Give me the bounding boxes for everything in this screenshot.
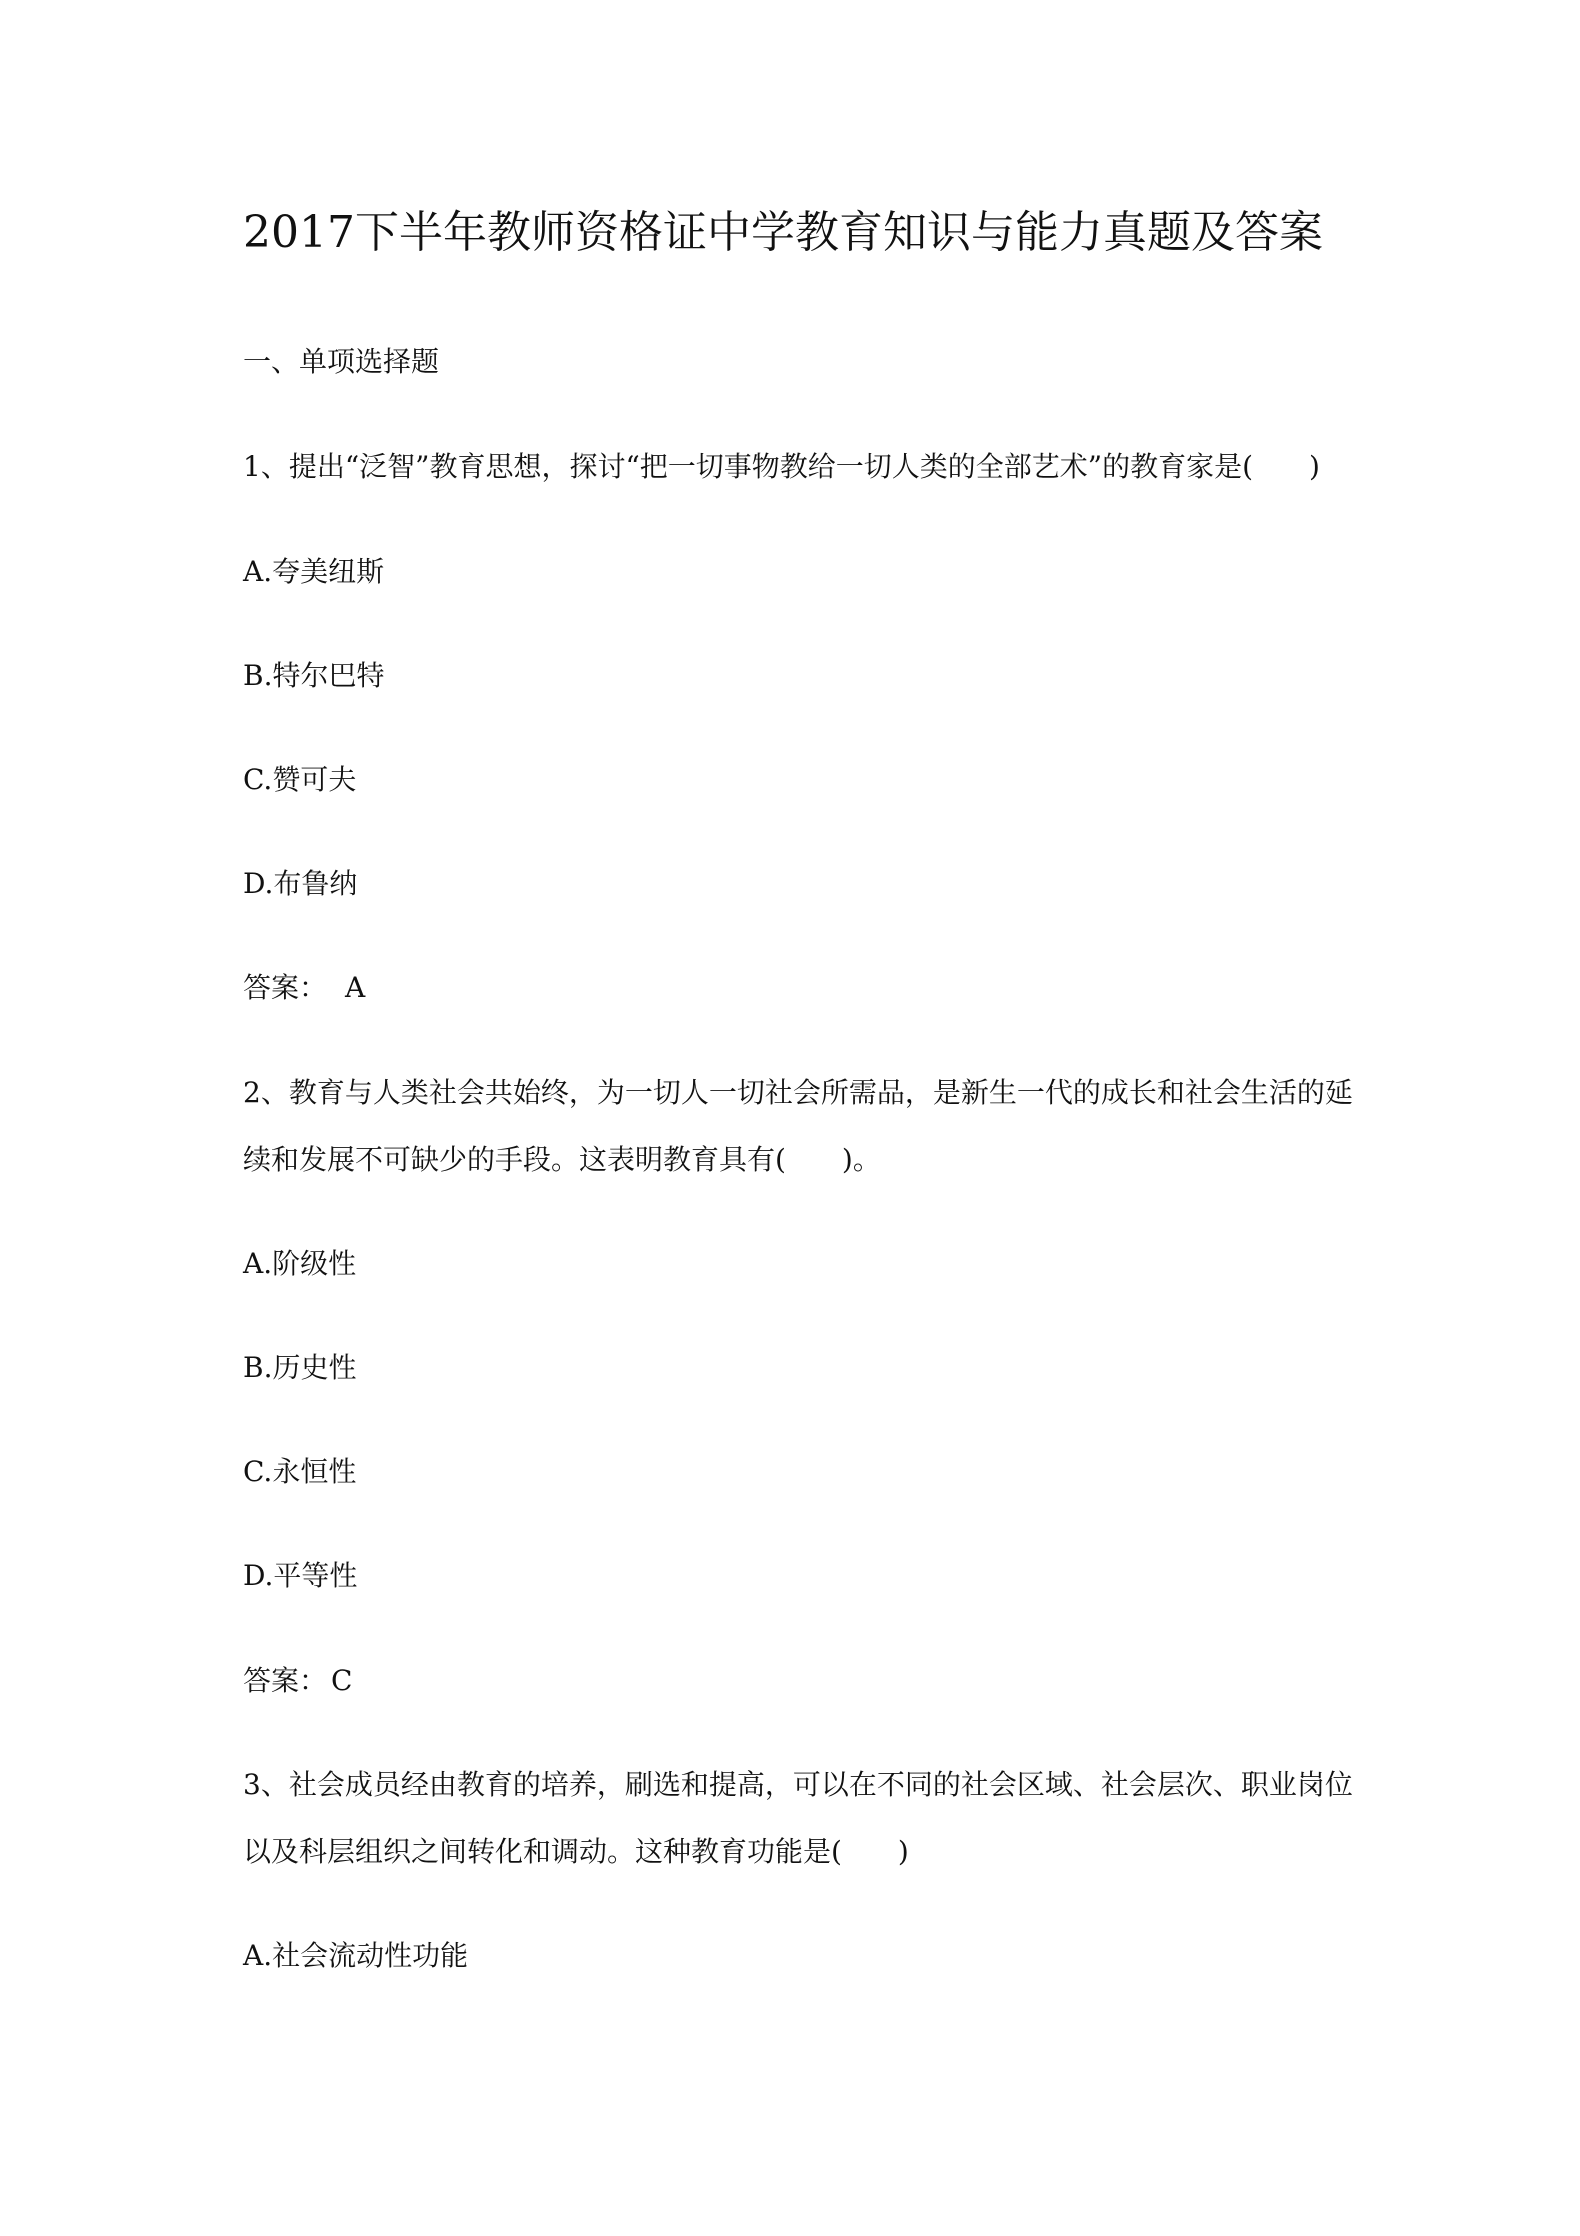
answer-label: 答案： <box>243 1664 328 1697</box>
document-title: 2017下半年教师资格证中学教育知识与能力真题及答案 <box>243 207 1323 258</box>
question-3-stem-line-1: 3、社会成员经由教育的培养，刷选和提高，可以在不同的社会区域、社会层次、职业岗位 <box>243 1768 1353 1801</box>
question-2-option-d: D.平等性 <box>243 1559 358 1592</box>
question-1-option-b: B.特尔巴特 <box>243 659 385 692</box>
answer-label: 答案： <box>243 971 328 1004</box>
question-2-option-b: B.历史性 <box>243 1351 357 1384</box>
answer-value: A <box>345 971 366 1004</box>
question-2-stem-line-2: 续和发展不可缺少的手段。这表明教育具有( )。 <box>243 1143 881 1176</box>
question-1-stem: 1、提出“泛智”教育思想，探讨“把一切事物教给一切人类的全部艺术”的教育家是( ) <box>243 450 1320 483</box>
question-2-option-c: C.永恒性 <box>243 1455 357 1488</box>
question-3-stem-line-2: 以及科层组织之间转化和调动。这种教育功能是( ) <box>243 1835 909 1868</box>
answer-value: C <box>331 1664 353 1697</box>
section-heading: 一、单项选择题 <box>243 345 440 378</box>
question-3-option-a: A.社会流动性功能 <box>243 1939 469 1972</box>
question-1-answer <box>243 968 365 1008</box>
question-2-answer <box>243 1661 352 1701</box>
question-1-option-a: A.夸美纽斯 <box>243 555 385 588</box>
question-2-stem-line-1: 2、教育与人类社会共始终，为一切人一切社会所需品，是新生一代的成长和社会生活的延 <box>243 1076 1353 1109</box>
question-1-option-d: D.布鲁纳 <box>243 867 358 900</box>
question-2-option-a: A.阶级性 <box>243 1247 357 1280</box>
question-1-option-c: C.赞可夫 <box>243 763 357 796</box>
